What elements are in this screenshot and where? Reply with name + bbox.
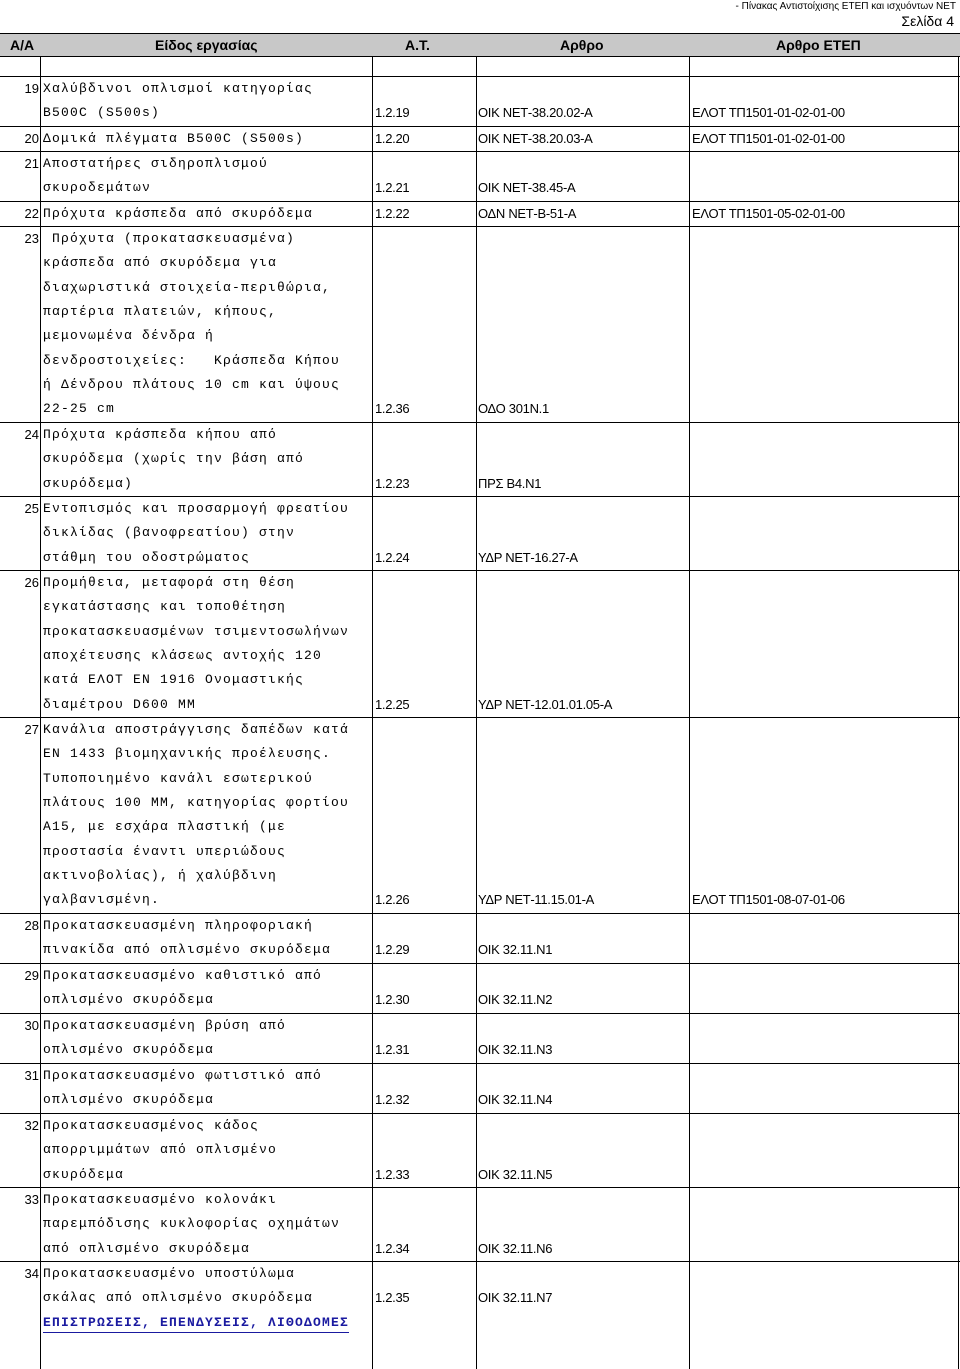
row-number: 30 <box>24 1018 39 1033</box>
column-work-type: Είδος εργασίας <box>155 37 258 53</box>
at-code: 1.2.20 <box>375 131 410 146</box>
article-code: ΟΙΚ 32.11.Ν4 <box>478 1092 553 1107</box>
work-description-line: πινακίδα από οπλισμένο σκυρόδεμα <box>43 942 332 957</box>
work-description-line: Α15, με εσχάρα πλαστική (με <box>43 819 287 834</box>
table-row <box>0 570 960 718</box>
work-description-line: οπλισμένο σκυρόδεμα <box>43 1092 215 1107</box>
article-code: ΠΡΣ Β4.Ν1 <box>478 476 542 491</box>
at-code: 1.2.29 <box>375 942 410 957</box>
column-article: Αρθρο <box>560 37 604 53</box>
row-number: 28 <box>24 918 39 933</box>
work-description-line: ή Δένδρου πλάτους 10 cm και ύψους <box>43 377 341 392</box>
column-article-etep: Αρθρο ΕΤΕΠ <box>776 37 861 53</box>
at-code: 1.2.33 <box>375 1167 410 1182</box>
work-description-line: Εντοπισμός και προσαρμογή φρεατίου <box>43 501 350 516</box>
table-row <box>0 1261 960 1312</box>
row-number: 23 <box>24 231 39 246</box>
at-code: 1.2.24 <box>375 550 410 565</box>
table-row <box>0 1063 960 1114</box>
article-code: ΥΔΡ ΝΕΤ-12.01.01.05-Α <box>478 697 613 712</box>
work-description-line: σκυρόδεμα (χωρίς την βάση από <box>43 451 305 466</box>
work-description-line: διαμέτρου D600 ΜΜ <box>43 697 197 712</box>
work-description-line: δικλίδας (βανοφρεατίου) στην <box>43 525 296 540</box>
table-row <box>0 1013 960 1064</box>
at-code: 1.2.32 <box>375 1092 410 1107</box>
at-code: 1.2.22 <box>375 206 410 221</box>
table-row <box>0 717 960 914</box>
at-code: 1.2.23 <box>375 476 410 491</box>
section-heading: ΕΠΙΣΤΡΩΣΕΙΣ, ΕΠΕΝΔΥΣΕΙΣ, ΛΙΘΟΔΟΜΕΣ <box>43 1314 349 1333</box>
page-number: Σελίδα 4 <box>901 13 954 29</box>
table-row <box>0 422 960 497</box>
work-description-line: 22-25 cm <box>43 401 116 416</box>
work-description-line: Πρόχυτα (προκατασκευασμένα) <box>43 231 296 246</box>
table-row <box>0 126 960 152</box>
work-description-line: προστασία έναντι υπεριώδους <box>43 844 287 859</box>
row-number: 19 <box>24 81 39 96</box>
work-description-line: δενδροστοιχείες: Κράσπεδα Κήπου <box>43 353 341 368</box>
row-number: 20 <box>24 131 39 146</box>
at-code: 1.2.36 <box>375 401 410 416</box>
work-description-line: πλάτους 100 ΜΜ, κατηγορίας φορτίου <box>43 795 350 810</box>
table-row <box>0 1187 960 1262</box>
work-description-line: παρτέρια πλατειών, κήπους, <box>43 304 278 319</box>
work-description-line: Τυποποιημένο κανάλι εσωτερικού <box>43 771 314 786</box>
work-description-line: Προκατασκευασμένο υποστύλωμα <box>43 1266 296 1281</box>
at-code: 1.2.21 <box>375 180 410 195</box>
row-number: 26 <box>24 575 39 590</box>
at-code: 1.2.19 <box>375 105 410 120</box>
work-description-line: σκυρόδεμα <box>43 1167 125 1182</box>
row-number: 21 <box>24 156 39 171</box>
work-description-line: γαλβανισμένη. <box>43 892 161 907</box>
work-description-line: Προμήθεια, μεταφορά στη θέση <box>43 575 296 590</box>
work-description-line: αποχέτευσης κλάσεως αντοχής 120 <box>43 648 323 663</box>
work-description-line: Προκατασκευασμένος κάδος <box>43 1118 260 1133</box>
row-number: 27 <box>24 722 39 737</box>
work-description-line: εγκατάστασης και τοποθέτηση <box>43 599 287 614</box>
at-code: 1.2.25 <box>375 697 410 712</box>
work-description-line: σκυροδεμάτων <box>43 180 152 195</box>
article-code: ΟΙΚ 32.11.Ν7 <box>478 1290 553 1305</box>
work-description-line: Προκατασκευασμένη πληροφοριακή <box>43 918 314 933</box>
work-description-line: ΕΝ 1433 βιομηχανικής προέλευσης. <box>43 746 332 761</box>
at-code: 1.2.26 <box>375 892 410 907</box>
article-code: ΥΔΡ ΝΕΤ-16.27-Α <box>478 550 578 565</box>
article-code: ΟΙΚ ΝΕΤ-38.20.02-Α <box>478 105 593 120</box>
row-number: 24 <box>24 427 39 442</box>
work-description-line: Κανάλια αποστράγγισης δαπέδων κατά <box>43 722 350 737</box>
work-description-line: Προκατασκευασμένη βρύση από <box>43 1018 287 1033</box>
etep-code: ΕΛΟΤ ΤΠ1501-05-02-01-00 <box>692 206 845 221</box>
etep-code: ΕΛΟΤ ΤΠ1501-08-07-01-06 <box>692 892 845 907</box>
work-description-line: Χαλύβδινοι οπλισμοί κατηγορίας <box>43 81 314 96</box>
article-code: ΟΔΟ 301Ν.1 <box>478 401 549 416</box>
work-description-line: Αποστατήρες σιδηροπλισμού <box>43 156 269 171</box>
work-description-line: σκάλας από οπλισμένο σκυρόδεμα <box>43 1290 314 1305</box>
work-description-line: κατά ΕΛΟΤ ΕΝ 1916 Ονομαστικής <box>43 672 305 687</box>
work-description-line: στάθμη του οδοστρώματος <box>43 550 251 565</box>
row-number: 25 <box>24 501 39 516</box>
article-code: ΟΙΚ 32.11.Ν6 <box>478 1241 553 1256</box>
work-description-line: παρεμπόδισης κυκλοφορίας οχημάτων <box>43 1216 341 1231</box>
table-row <box>0 913 960 964</box>
table-row <box>0 201 960 227</box>
row-number: 29 <box>24 968 39 983</box>
table-row <box>0 151 960 202</box>
work-description-line: διαχωριστικά στοιχεία-περιθώρια, <box>43 280 332 295</box>
row-number: 33 <box>24 1192 39 1207</box>
at-code: 1.2.31 <box>375 1042 410 1057</box>
etep-code: ΕΛΟΤ ΤΠ1501-01-02-01-00 <box>692 131 845 146</box>
work-description-line: οπλισμένο σκυρόδεμα <box>43 992 215 1007</box>
column-at: Α.Τ. <box>405 37 430 53</box>
table-row <box>0 496 960 571</box>
table-row <box>0 76 960 127</box>
work-description-line: Πρόχυτα κράσπεδα κήπου από <box>43 427 278 442</box>
at-code: 1.2.35 <box>375 1290 410 1305</box>
row-number: 22 <box>24 206 39 221</box>
table-row <box>0 1113 960 1188</box>
work-description-line: προκατασκευασμένων τσιμεντοσωλήνων <box>43 624 350 639</box>
article-code: ΟΙΚ 32.11.Ν5 <box>478 1167 553 1182</box>
table-row <box>0 226 960 423</box>
table-row <box>0 963 960 1014</box>
work-description-line: Προκατασκευασμένο φωτιστικό από <box>43 1068 323 1083</box>
work-description-line: απορριμμάτων από οπλισμένο <box>43 1142 278 1157</box>
work-description-line: Προκατασκευασμένο καθιστικό από <box>43 968 323 983</box>
work-description-line: Δομικά πλέγματα B500C (S500s) <box>43 131 305 146</box>
table-header <box>0 33 960 57</box>
article-code: ΟΙΚ 32.11.Ν1 <box>478 942 553 957</box>
work-description-line: ακτινοβολίας), ή χαλύβδινη <box>43 868 278 883</box>
row-number: 31 <box>24 1068 39 1083</box>
work-description-line: μεμονωμένα δένδρα ή <box>43 328 215 343</box>
article-code: ΟΙΚ ΝΕΤ-38.45-Α <box>478 180 576 195</box>
article-code: ΥΔΡ ΝΕΤ-11.15.01-Α <box>478 892 595 907</box>
work-description-line: σκυρόδεμα) <box>43 476 134 491</box>
work-description-line: Πρόχυτα κράσπεδα από σκυρόδεμα <box>43 206 314 221</box>
article-code: ΟΙΚ 32.11.Ν3 <box>478 1042 553 1057</box>
column-aa: Α/Α <box>10 37 35 53</box>
document-header-note: - Πίνακας Αντιστοίχισης ΕΤΕΠ και ισχυόντων ΝΕΤ <box>735 1 956 12</box>
work-description-line: Προκατασκευασμένο κολονάκι <box>43 1192 278 1207</box>
article-code: ΟΙΚ 32.11.Ν2 <box>478 992 553 1007</box>
row-number: 34 <box>24 1266 39 1281</box>
at-code: 1.2.30 <box>375 992 410 1007</box>
work-description-line: B500C (S500s) <box>43 105 161 120</box>
row-number: 32 <box>24 1118 39 1133</box>
work-description-line: κράσπεδα από σκυρόδεμα για <box>43 255 278 270</box>
at-code: 1.2.34 <box>375 1241 410 1256</box>
etep-code: ΕΛΟΤ ΤΠ1501-01-02-01-00 <box>692 105 845 120</box>
article-code: ΟΔΝ ΝΕΤ-Β-51-Α <box>478 206 577 221</box>
work-description-line: οπλισμένο σκυρόδεμα <box>43 1042 215 1057</box>
work-description-line: από οπλισμένο σκυρόδεμα <box>43 1241 251 1256</box>
article-code: ΟΙΚ ΝΕΤ-38.20.03-Α <box>478 131 593 146</box>
